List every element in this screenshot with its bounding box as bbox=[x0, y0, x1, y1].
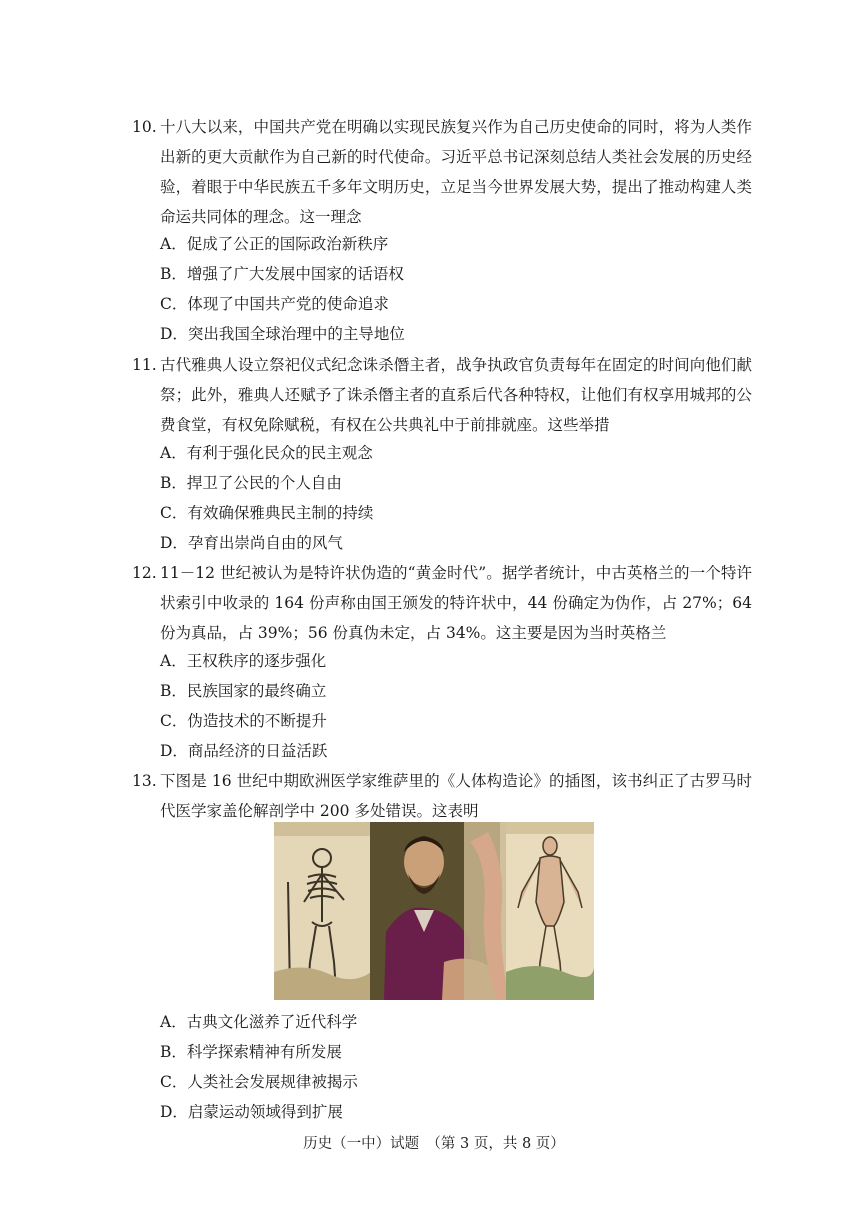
page-footer: 历史（一中）试题 （第 3 页，共 8 页） bbox=[303, 1136, 565, 1152]
option-d: D．突出我国全球治理中的主导地位 bbox=[160, 325, 405, 343]
question-12 bbox=[132, 558, 752, 648]
question-stem: 十八大以来，中国共产党在明确以实现民族复兴作为自己历史使命的同时，将为人类作出新的更大贡献作为自己新的时代使命。习近平总书记深刻总结人类社会发展的历史经验，着眼于中华民族五千多年文明历史，立足当今世界发展大势，提出了推动构建人类命运共同体的理念。这一理念 bbox=[160, 118, 752, 226]
question-number: 13. bbox=[132, 772, 157, 790]
option-b: B．民族国家的最终确立 bbox=[160, 682, 327, 700]
question-13 bbox=[132, 766, 752, 826]
question-11 bbox=[132, 350, 752, 440]
option-c: C．人类社会发展规律被揭示 bbox=[160, 1073, 358, 1091]
option-a: A．古典文化滋养了近代科学 bbox=[160, 1013, 358, 1031]
option-c: C．有效确保雅典民主制的持续 bbox=[160, 504, 374, 522]
option-a: A．促成了公正的国际政治新秩序 bbox=[160, 235, 389, 253]
option-a: A．王权秩序的逐步强化 bbox=[160, 652, 327, 670]
question-stem: 11－12 世纪被认为是特许状伪造的“黄金时代”。据学者统计，中古英格兰的一个特许状索引中收录的 164 份声称由国王颁发的特许状中，44 份确定为伪作，占 27%；64 份为真品，占 39%；56 份真伪未定，占 34%。这主要是因为当时英格兰 bbox=[160, 564, 752, 642]
option-b: B．科学探索精神有所发展 bbox=[160, 1043, 342, 1061]
vesalius-illustration bbox=[274, 822, 594, 1000]
option-a: A．有利于强化民众的民主观念 bbox=[160, 444, 373, 462]
option-c: C．伪造技术的不断提升 bbox=[160, 712, 327, 730]
question-stem: 古代雅典人设立祭祀仪式纪念诛杀僭主者，战争执政官负责每年在固定的时间向他们献祭；此外，雅典人还赋予了诛杀僭主者的直系后代各种特权，让他们有权享用城邦的公费食堂，有权免除赋税，有权在公共典礼中于前排就座。这些举措 bbox=[160, 356, 752, 434]
question-10 bbox=[132, 112, 752, 232]
question-stem: 下图是 16 世纪中期欧洲医学家维萨里的《人体构造论》的插图，该书纠正了古罗马时代医学家盖伦解剖学中 200 多处错误。这表明 bbox=[160, 772, 752, 820]
question-number: 12. bbox=[132, 564, 157, 582]
option-b: B．捍卫了公民的个人自由 bbox=[160, 474, 342, 492]
option-b: B．增强了广大发展中国家的话语权 bbox=[160, 265, 404, 283]
option-c: C．体现了中国共产党的使命追求 bbox=[160, 295, 389, 313]
option-d: D．启蒙运动领域得到扩展 bbox=[160, 1103, 343, 1121]
option-d: D．孕育出崇尚自由的风气 bbox=[160, 534, 343, 552]
illustration-collage bbox=[274, 822, 594, 1000]
option-d: D．商品经济的日益活跃 bbox=[160, 742, 328, 760]
question-number: 10. bbox=[132, 118, 157, 136]
question-number: 11. bbox=[132, 356, 157, 374]
